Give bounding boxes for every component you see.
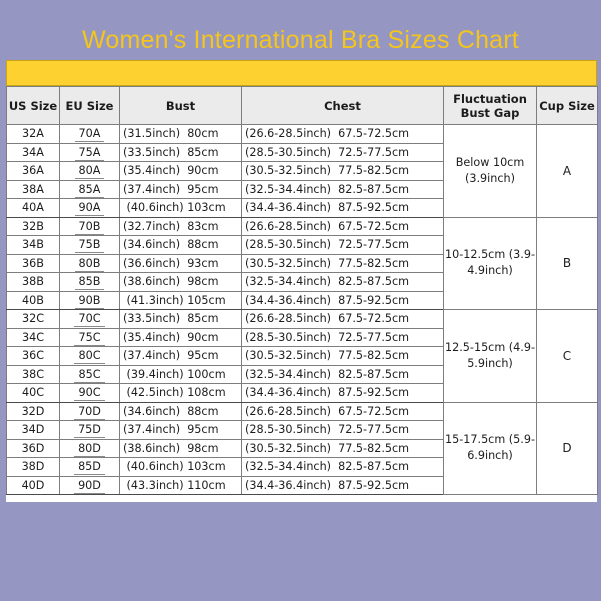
cup-size-cell: A [537,125,598,218]
chart-title: Women's International Bra Sizes Chart [82,26,519,54]
us-size-cell: 36B [7,254,60,273]
eu-size-cell [60,402,120,421]
fluctuation-cell: Below 10cm (3.9inch) [444,125,537,218]
eu-size-cell [60,458,120,477]
eu-size-value: 70A [75,127,105,142]
size-table-body [7,125,598,495]
fluctuation-cell: 15-17.5cm (5.9-6.9inch) [444,402,537,495]
us-size-cell: 38B [7,273,60,292]
bust-cell: (38.6inch) 98cm [120,273,242,292]
eu-size-value: 70C [74,312,104,327]
us-size-cell: 40C [7,384,60,403]
size-table [6,86,598,495]
us-size-cell: 40D [7,476,60,495]
us-size-cell: 38D [7,458,60,477]
eu-size-value: 90D [74,479,105,494]
chest-cell: (34.4-36.4inch) 87.5-92.5cm [242,199,444,218]
fluctuation-cell: 10-12.5cm (3.9-4.9inch) [444,217,537,310]
us-size-cell: 36A [7,162,60,181]
eu-size-cell [60,347,120,366]
bust-cell: (41.3inch) 105cm [120,291,242,310]
bust-cell: (38.6inch) 98cm [120,439,242,458]
chest-cell: (34.4-36.4inch) 87.5-92.5cm [242,384,444,403]
us-size-cell: 32C [7,310,60,329]
eu-size-value: 85B [75,275,105,290]
chest-cell: (30.5-32.5inch) 77.5-82.5cm [242,347,444,366]
eu-size-cell [60,328,120,347]
bust-cell: (37.4inch) 95cm [120,421,242,440]
bust-cell: (40.6inch) 103cm [120,458,242,477]
header-fluctuation: Fluctuation Bust Gap [444,87,537,125]
cup-size-cell: B [537,217,598,310]
eu-size-cell [60,236,120,255]
size-chart-sheet [6,60,597,502]
eu-size-value: 80B [75,257,105,272]
us-size-cell: 34C [7,328,60,347]
us-size-cell: 32B [7,217,60,236]
eu-size-value: 85D [74,460,105,475]
eu-size-cell [60,180,120,199]
eu-size-value: 80D [74,442,105,457]
chest-cell: (30.5-32.5inch) 77.5-82.5cm [242,254,444,273]
header-eu-size: EU Size [60,87,120,125]
bust-cell: (37.4inch) 95cm [120,347,242,366]
eu-size-cell [60,254,120,273]
chest-cell: (26.6-28.5inch) 67.5-72.5cm [242,125,444,144]
chest-cell: (34.4-36.4inch) 87.5-92.5cm [242,476,444,495]
cup-size-cell: C [537,310,598,403]
fluctuation-cell: 12.5-15cm (4.9-5.9inch) [444,310,537,403]
eu-size-cell [60,217,120,236]
us-size-cell: 36D [7,439,60,458]
bust-cell: (35.4inch) 90cm [120,162,242,181]
bust-cell: (32.7inch) 83cm [120,217,242,236]
eu-size-value: 70B [75,220,105,235]
header-chest: Chest [242,87,444,125]
chest-cell: (28.5-30.5inch) 72.5-77.5cm [242,328,444,347]
us-size-cell: 38A [7,180,60,199]
eu-size-value: 90B [75,294,105,309]
eu-size-cell [60,162,120,181]
chest-cell: (32.5-34.4inch) 82.5-87.5cm [242,180,444,199]
eu-size-value: 75A [75,146,105,161]
us-size-cell: 32D [7,402,60,421]
chest-cell: (32.5-34.4inch) 82.5-87.5cm [242,273,444,292]
eu-size-cell [60,439,120,458]
chest-cell: (28.5-30.5inch) 72.5-77.5cm [242,236,444,255]
us-size-cell: 36C [7,347,60,366]
eu-size-cell [60,143,120,162]
eu-size-cell [60,273,120,292]
chest-cell: (34.4-36.4inch) 87.5-92.5cm [242,291,444,310]
bust-cell: (40.6inch) 103cm [120,199,242,218]
eu-size-value: 90A [75,201,105,216]
bust-cell: (35.4inch) 90cm [120,328,242,347]
eu-size-value: 85A [75,183,105,198]
eu-size-cell [60,291,120,310]
eu-size-value: 85C [74,368,104,383]
us-size-cell: 34A [7,143,60,162]
header-cup-size: Cup Size [537,87,598,125]
eu-size-value: 75C [74,331,104,346]
eu-size-value: 80A [75,164,105,179]
chest-cell: (30.5-32.5inch) 77.5-82.5cm [242,162,444,181]
eu-size-value: 75D [74,423,105,438]
us-size-cell: 34B [7,236,60,255]
header-us-size: US Size [7,87,60,125]
chest-cell: (28.5-30.5inch) 72.5-77.5cm [242,421,444,440]
eu-size-value: 80C [74,349,104,364]
us-size-cell: 32A [7,125,60,144]
eu-size-cell [60,476,120,495]
us-size-cell: 38C [7,365,60,384]
chest-cell: (26.6-28.5inch) 67.5-72.5cm [242,217,444,236]
eu-size-value: 75B [75,238,105,253]
bust-cell: (31.5inch) 80cm [120,125,242,144]
us-size-cell: 34D [7,421,60,440]
eu-size-cell [60,365,120,384]
header-bar [6,60,597,86]
chest-cell: (26.6-28.5inch) 67.5-72.5cm [242,402,444,421]
us-size-cell: 40B [7,291,60,310]
eu-size-cell [60,199,120,218]
bust-cell: (34.6inch) 88cm [120,402,242,421]
table-row [7,402,598,421]
chest-cell: (26.6-28.5inch) 67.5-72.5cm [242,310,444,329]
table-row [7,125,598,144]
eu-size-cell [60,125,120,144]
bust-cell: (39.4inch) 100cm [120,365,242,384]
chest-cell: (30.5-32.5inch) 77.5-82.5cm [242,439,444,458]
eu-size-value: 70D [74,405,105,420]
bust-cell: (33.5inch) 85cm [120,143,242,162]
cup-size-cell: D [537,402,598,495]
chest-cell: (32.5-34.4inch) 82.5-87.5cm [242,365,444,384]
header-row [7,87,598,125]
bust-cell: (43.3inch) 110cm [120,476,242,495]
us-size-cell: 40A [7,199,60,218]
table-row [7,310,598,329]
bust-cell: (36.6inch) 93cm [120,254,242,273]
eu-size-cell [60,384,120,403]
eu-size-cell [60,310,120,329]
table-row [7,217,598,236]
eu-size-value: 90C [74,386,104,401]
bust-cell: (34.6inch) 88cm [120,236,242,255]
bust-cell: (42.5inch) 108cm [120,384,242,403]
bust-cell: (37.4inch) 95cm [120,180,242,199]
eu-size-cell [60,421,120,440]
chest-cell: (32.5-34.4inch) 82.5-87.5cm [242,458,444,477]
bust-cell: (33.5inch) 85cm [120,310,242,329]
chest-cell: (28.5-30.5inch) 72.5-77.5cm [242,143,444,162]
header-bust: Bust [120,87,242,125]
